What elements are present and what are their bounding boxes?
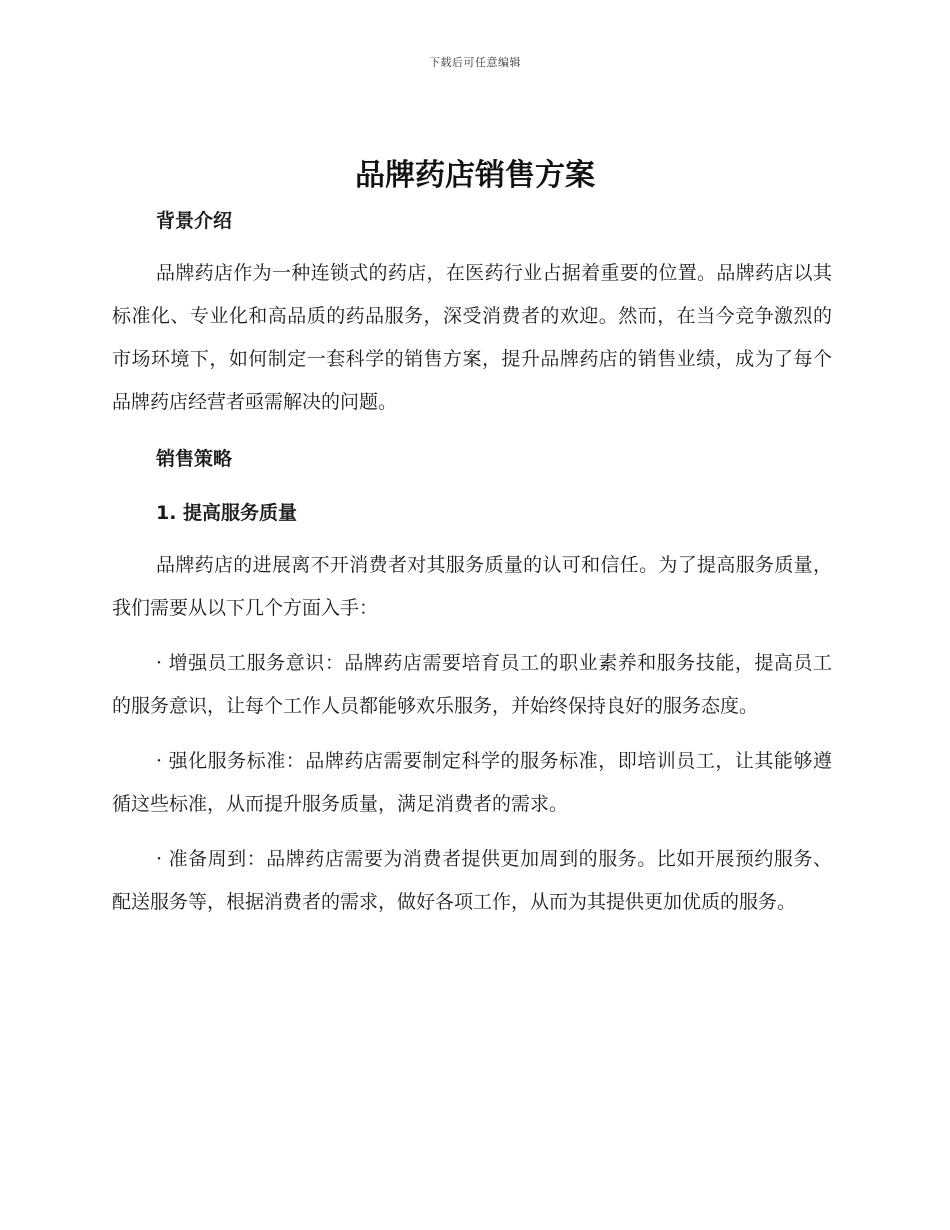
subsection-heading-service-quality: 1. 提高服务质量 (156, 502, 298, 524)
bullet-item: · 准备周到：品牌药店需要为消费者提供更加周到的服务。比如开展预约服务、配送服务等，根据消费者的需求，做好各项工作，从而为其提供更加优质的服务。 (112, 848, 832, 913)
strategy-intro-paragraph: 品牌药店的进展离不开消费者对其服务质量的认可和信任。为了提高服务质量，我们需要从以下几个方面入手： (112, 554, 832, 619)
section-heading-background: 背景介绍 (156, 210, 233, 232)
document-title: 品牌药店销售方案 (355, 158, 595, 193)
section-heading-strategy: 销售策略 (156, 448, 233, 470)
bullet-item: · 增强员工服务意识：品牌药店需要培育员工的职业素养和服务技能，提高员工的服务意识，让每个工作人员都能够欢乐服务，并始终保持良好的服务态度。 (112, 652, 832, 717)
document-body (112, 202, 832, 924)
page-header-note: 下载后可任意编辑 (429, 56, 521, 69)
background-paragraph: 品牌药店作为一种连锁式的药店，在医药行业占据着重要的位置。品牌药店以其标准化、专业化和高品质的药品服务，深受消费者的欢迎。然而，在当今竞争激烈的市场环境下，如何制定一套科学的销售方案，提升品牌药店的销售业绩，成为了每个品牌药店经营者亟需解决的问题。 (112, 262, 832, 413)
bullet-item: · 强化服务标准：品牌药店需要制定科学的服务标准，即培训员工，让其能够遵循这些标准，从而提升服务质量，满足消费者的需求。 (112, 750, 832, 815)
